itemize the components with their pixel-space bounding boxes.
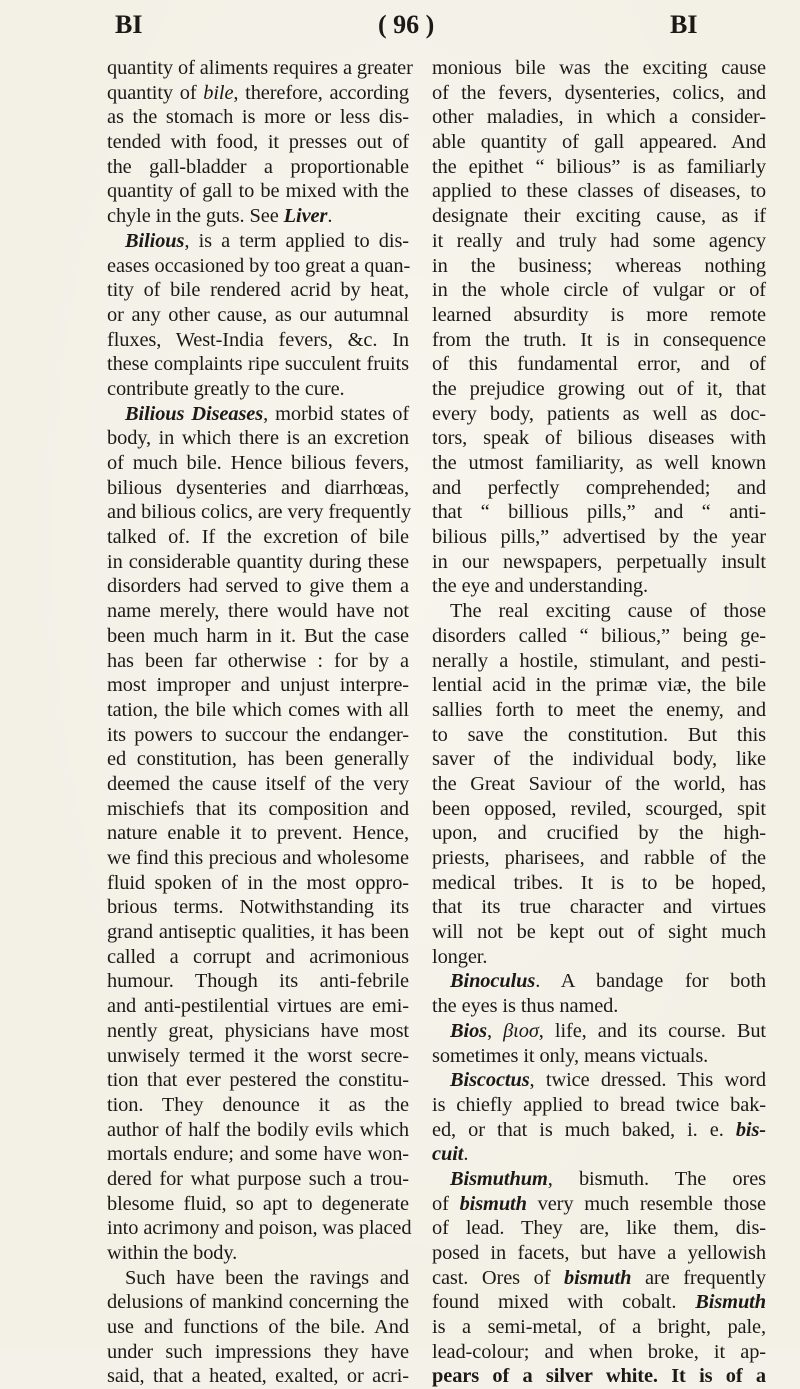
text-line — [432, 871, 766, 896]
text-line — [107, 969, 409, 994]
text-line — [432, 673, 766, 698]
text-line — [432, 303, 766, 328]
text-segment: blesome fluid, so apt to degenerate — [107, 1192, 409, 1215]
text-segment: body, in which there is an excretion — [107, 427, 409, 450]
text-segment: tation, the bile which comes with all — [107, 698, 409, 721]
text-line — [432, 204, 766, 229]
entry-headword: bismuth — [459, 1192, 527, 1215]
text-segment: upon, and crucified by the high- — [432, 822, 766, 845]
text-line — [107, 1019, 409, 1044]
text-segment: , — [487, 1019, 504, 1042]
text-segment: from the truth. It is in consequence — [432, 328, 766, 351]
text-segment: applied to these classes of diseases, to — [432, 180, 766, 203]
text-segment: and anti-pestilential virtues are emi- — [107, 995, 409, 1018]
text-segment: of — [432, 1192, 460, 1215]
entry-headword: cuit — [432, 1143, 464, 1166]
text-line — [107, 179, 409, 204]
text-line — [432, 1315, 766, 1340]
text-line — [107, 303, 409, 328]
entry-headword: Bismuth — [695, 1291, 766, 1314]
text-segment: been much harm in it. But the case — [107, 624, 409, 647]
text-line — [432, 402, 766, 427]
text-segment: quantity of aliments requires a greater — [107, 57, 413, 79]
text-segment: . A bandage for both — [535, 970, 766, 993]
text-segment: lential acid in the primæ viæ, the bile — [432, 674, 766, 697]
text-segment: tors, speak of bilious diseases with — [432, 427, 766, 450]
text-segment: other maladies, in which a consider- — [432, 106, 766, 129]
text-segment: tended with food, it presses out of — [107, 131, 409, 154]
entry-headword: Biscoctus — [450, 1069, 530, 1092]
text-line — [107, 797, 409, 822]
text-line — [107, 1290, 409, 1315]
text-segment: , therefore, according — [233, 81, 409, 104]
text-line — [432, 451, 766, 476]
text-line — [107, 649, 409, 674]
text-segment: medical tribes. It is to be hoped, — [432, 871, 766, 894]
text-line — [107, 747, 409, 772]
text-segment: , life, and its course. But — [538, 1019, 766, 1042]
text-line — [432, 130, 766, 155]
text-segment: within the body. — [107, 1242, 238, 1264]
entry-headword: Liver — [283, 205, 328, 228]
text-segment: is a semi-metal, of a bright, pale, — [432, 1316, 766, 1339]
text-line — [432, 649, 766, 674]
text-segment: cast. Ores of — [432, 1266, 565, 1289]
text-line — [432, 1068, 766, 1093]
text-segment: , twice dressed. This word — [529, 1069, 766, 1092]
text-line — [432, 550, 766, 575]
text-segment: priests, pharisees, and rabble of the — [432, 847, 766, 869]
text-line — [107, 402, 409, 427]
text-segment: sometimes it only, means victuals. — [432, 1044, 709, 1067]
text-line — [107, 624, 409, 649]
text-segment: , bismuth. The ores — [547, 1167, 766, 1190]
text-segment: βιοσ — [503, 1019, 539, 1042]
text-line — [107, 500, 412, 525]
text-line — [432, 1142, 766, 1167]
text-line — [432, 229, 766, 254]
text-segment: that “ billious pills,” and “ anti- — [432, 501, 766, 524]
text-line — [432, 747, 766, 772]
text-segment: brious terms. Notwithstanding its — [107, 896, 409, 919]
text-line — [107, 130, 409, 155]
text-segment: nerally a hostile, stimulant, and pesti- — [432, 649, 766, 672]
text-segment: is chiefly applied to bread twice bak- — [432, 1093, 766, 1116]
text-line — [107, 56, 413, 81]
text-line — [107, 1315, 409, 1340]
header-left-catchword: BI — [115, 10, 143, 39]
text-line — [432, 254, 766, 279]
text-segment: the epithet “ bilious” is as familiarly — [432, 155, 766, 178]
text-segment: The real exciting cause of those — [450, 600, 766, 623]
text-segment: of much bile. Hence bilious fevers, — [107, 452, 409, 474]
text-line — [107, 1216, 412, 1241]
text-line — [107, 229, 409, 254]
text-line — [432, 56, 766, 81]
text-segment: longer. — [432, 945, 488, 968]
entry-headword: Bios — [450, 1019, 487, 1042]
text-line — [432, 846, 766, 871]
text-segment: tity of bile rendered acrid by heat, — [107, 279, 409, 302]
text-segment: the eyes is thus named. — [432, 995, 619, 1018]
text-line — [107, 599, 409, 624]
text-line — [107, 871, 409, 896]
text-segment: talked of. If the excretion of bile — [107, 526, 409, 549]
right-text-column — [432, 56, 766, 1389]
text-line — [432, 723, 766, 748]
text-segment: under such impressions they have — [107, 1340, 409, 1363]
text-segment: posed in facets, but have a yellowish — [432, 1242, 766, 1264]
text-line — [107, 723, 409, 748]
text-line — [432, 599, 766, 624]
text-line — [432, 821, 766, 846]
text-line — [432, 1093, 766, 1118]
text-line — [107, 1340, 409, 1365]
text-segment: disorders called “ bilious,” being ge- — [432, 624, 766, 647]
text-line — [107, 772, 409, 797]
text-line — [107, 476, 409, 501]
text-segment: has been far otherwise : for by a — [107, 649, 409, 672]
running-header — [0, 10, 800, 50]
text-line — [432, 945, 766, 970]
text-segment: quantity of gall to be mixed with the — [107, 180, 409, 203]
text-line — [107, 278, 409, 303]
text-line — [432, 476, 766, 501]
text-segment: of the fevers, dysenteries, colics, and — [432, 81, 766, 104]
text-segment: in the whole circle of vulgar or of — [432, 279, 766, 302]
text-line — [107, 698, 409, 723]
entry-headword: bis- — [735, 1118, 766, 1141]
text-segment: its powers to succour the endanger- — [107, 723, 409, 746]
text-segment: designate their exciting cause, as if — [432, 205, 766, 228]
text-segment: into acrimony and poison, was placed — [107, 1217, 412, 1240]
text-line — [432, 377, 766, 402]
text-segment: bile — [203, 81, 234, 104]
text-segment: grand antiseptic qualities, it has been — [107, 921, 409, 944]
entry-headword: Bismuthum — [450, 1167, 548, 1190]
text-line — [107, 1241, 409, 1266]
text-segment: use and functions of the bile. And — [107, 1316, 409, 1339]
text-segment: name merely, there would have not — [107, 600, 409, 623]
text-segment: the eye and understanding. — [432, 575, 648, 598]
text-line — [107, 1093, 409, 1118]
text-line — [432, 155, 766, 180]
text-line — [107, 105, 409, 130]
text-segment: the gall-bladder a proportionable — [107, 155, 409, 178]
text-segment: bilious dysenteries and diarrhœas, — [107, 476, 409, 499]
text-segment: called a corrupt and acrimonious — [107, 945, 409, 968]
entry-headword: Bilious Diseases — [125, 402, 264, 425]
text-segment: sallies forth to meet the enemy, and — [432, 698, 766, 721]
text-line — [432, 500, 766, 525]
text-line — [432, 1044, 766, 1069]
text-line — [432, 624, 766, 649]
text-segment: fluid spoken of in the most oppro- — [107, 871, 409, 894]
text-segment: the Great Saviour of the world, has — [432, 772, 766, 795]
text-segment: . — [463, 1143, 469, 1166]
text-segment: mortals endure; and some have won- — [107, 1143, 409, 1166]
text-line — [107, 1118, 409, 1143]
text-segment: most improper and unjust interpre- — [107, 674, 409, 697]
text-segment: nently great, physicians have most — [107, 1019, 409, 1042]
text-segment: pears of a silver white. It is of a — [432, 1365, 766, 1388]
text-line — [432, 1167, 766, 1192]
text-line — [432, 920, 766, 945]
text-line — [107, 426, 409, 451]
text-segment: of this fundamental error, and of — [432, 353, 766, 376]
text-segment: deemed the cause itself of the very — [107, 772, 409, 795]
text-segment: are frequently — [631, 1266, 766, 1289]
text-segment: dered for what purpose such a trou- — [107, 1167, 409, 1190]
text-line — [432, 525, 766, 550]
text-segment: fluxes, West-India fevers, &c. In — [107, 328, 409, 351]
text-line — [432, 352, 766, 377]
text-line — [432, 1340, 766, 1365]
text-line — [107, 525, 409, 550]
text-line — [432, 574, 766, 599]
text-line — [107, 920, 409, 945]
text-line — [432, 426, 766, 451]
text-segment: saver of the individual body, like — [432, 748, 766, 771]
text-segment: author of half the bodily evils which — [107, 1118, 409, 1141]
text-line — [107, 352, 409, 377]
text-segment: disorders had served to give them a — [107, 575, 409, 598]
text-segment: quantity of — [107, 81, 204, 104]
text-line — [432, 1241, 766, 1266]
text-line — [432, 698, 766, 723]
text-segment: said, that a heated, exalted, or acri- — [107, 1365, 409, 1388]
text-segment: tion that ever pestered the constitu- — [107, 1069, 409, 1092]
text-line — [107, 377, 409, 402]
text-line — [107, 673, 409, 698]
text-segment: the prejudice growing out of it, that — [432, 377, 766, 400]
text-line — [107, 1192, 409, 1217]
left-text-column — [107, 56, 413, 1389]
text-segment: in the business; whereas nothing — [432, 254, 766, 277]
text-line — [107, 155, 409, 180]
text-line — [107, 994, 409, 1019]
text-segment: mischiefs that its composition and — [107, 797, 409, 820]
text-segment: lead-colour; and when broke, it ap- — [432, 1340, 766, 1363]
text-line — [432, 105, 766, 130]
text-line — [432, 1290, 766, 1315]
text-segment: bilious pills,” advertised by the year — [432, 526, 766, 549]
text-line — [107, 1142, 409, 1167]
text-segment: in considerable quantity during these — [107, 550, 409, 573]
text-segment: humour. Though its anti-febrile — [107, 970, 409, 993]
text-line — [432, 328, 766, 353]
text-segment: in our newspapers, perpetually insult — [432, 550, 766, 573]
text-line — [432, 1364, 766, 1389]
text-segment: every body, patients as well as doc- — [432, 402, 766, 425]
text-line — [107, 821, 409, 846]
text-line — [432, 969, 766, 994]
text-line — [107, 945, 409, 970]
text-line — [432, 895, 766, 920]
text-line — [107, 1044, 409, 1069]
text-line — [107, 204, 409, 229]
text-line — [107, 574, 409, 599]
text-line — [432, 1019, 766, 1044]
text-segment: and bilious colics, are very frequently — [107, 501, 412, 524]
text-segment: tion. They denounce it as the — [107, 1093, 409, 1116]
text-segment: eases occasioned by too great a quan- — [107, 254, 411, 277]
text-line — [432, 1192, 766, 1217]
text-line — [432, 797, 766, 822]
text-segment: delusions of mankind concerning the — [107, 1291, 409, 1314]
text-line — [432, 772, 766, 797]
text-segment: . — [327, 205, 333, 228]
text-segment: contribute greatly to the cure. — [107, 377, 345, 400]
text-segment: learned absurdity is more remote — [432, 303, 766, 326]
text-line — [107, 451, 409, 476]
text-line — [432, 1266, 766, 1291]
text-segment: unwisely termed it the worst secre- — [107, 1044, 409, 1067]
text-line — [107, 1266, 409, 1291]
text-segment: that its true character and virtues — [432, 896, 766, 919]
text-segment: to save the constitution. But this — [432, 723, 766, 746]
text-segment: or any other cause, as our autumnal — [107, 303, 409, 326]
text-segment: these complaints ripe succulent fruits — [107, 353, 409, 376]
text-segment: ed constitution, has been generally — [107, 748, 409, 771]
text-segment: as the stomach is more or less dis- — [107, 106, 409, 129]
text-line — [432, 994, 766, 1019]
text-line — [107, 846, 409, 871]
text-line — [107, 1068, 409, 1093]
text-line — [107, 1167, 409, 1192]
text-line — [432, 179, 766, 204]
text-line — [107, 81, 409, 106]
text-segment: been opposed, reviled, scourged, spit — [432, 797, 766, 820]
page-number: ( 96 ) — [378, 10, 435, 39]
text-segment: Such have been the ravings and — [125, 1266, 409, 1289]
text-segment: chyle in the guts. See — [107, 205, 284, 228]
text-segment: found mixed with cobalt. — [432, 1291, 696, 1314]
text-segment: we find this precious and wholesome — [107, 847, 409, 869]
text-segment: , is a term applied to dis- — [184, 229, 409, 252]
text-segment: of lead. They are, like them, dis- — [432, 1217, 766, 1240]
text-line — [432, 278, 766, 303]
text-line — [432, 1118, 766, 1143]
header-right-catchword: BI — [670, 10, 698, 39]
text-segment: will not be kept out of sight much — [432, 921, 766, 944]
text-line — [107, 1364, 409, 1389]
text-line — [107, 550, 409, 575]
text-segment: ed, or that is much baked, i. e. — [432, 1118, 736, 1141]
entry-headword: bismuth — [564, 1266, 632, 1289]
text-segment: , morbid states of — [263, 402, 410, 425]
text-line — [432, 81, 766, 106]
text-segment: and perfectly comprehended; and — [432, 476, 766, 499]
text-segment: the utmost familiarity, as well known — [432, 452, 766, 474]
text-line — [107, 895, 409, 920]
text-segment: monious bile was the exciting cause — [432, 57, 766, 79]
text-segment: nature enable it to prevent. Hence, — [107, 822, 409, 845]
text-segment: it really and truly had some agency — [432, 229, 766, 252]
text-segment: very much resemble those — [526, 1192, 766, 1215]
entry-headword: Bilious — [125, 229, 185, 252]
text-segment: able quantity of gall appeared. And — [432, 131, 766, 154]
entry-headword: Binoculus — [450, 970, 536, 993]
text-line — [432, 1216, 766, 1241]
text-line — [107, 328, 409, 353]
text-line — [107, 254, 409, 279]
